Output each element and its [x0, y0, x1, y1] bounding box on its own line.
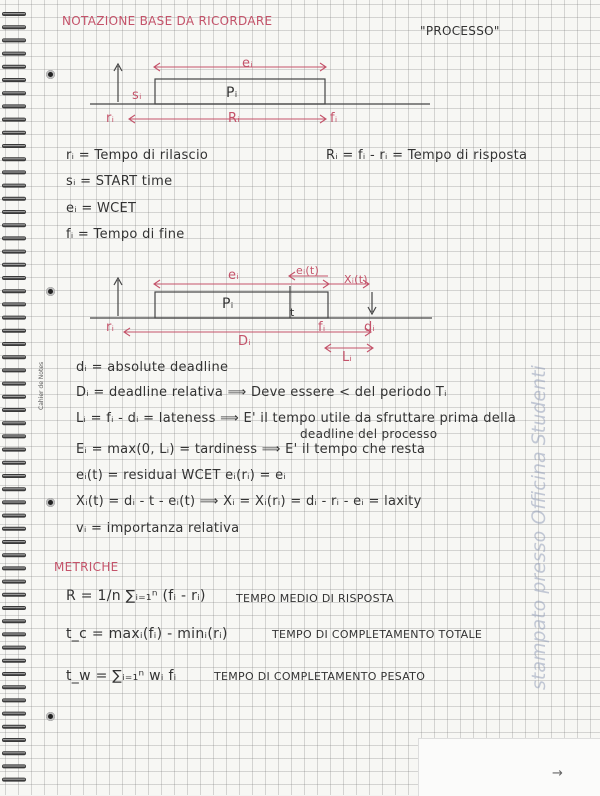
definition-line: rᵢ = Tempo di rilascio: [66, 148, 209, 163]
metric-name: TEMPO DI COMPLETAMENTO PESATO: [214, 670, 426, 683]
diagram1-label-s: sᵢ: [132, 88, 142, 103]
definition-line: eᵢ(t) = residual WCET eᵢ(rᵢ) = eᵢ: [76, 468, 287, 483]
diagram1-label-p: Pᵢ: [226, 85, 238, 101]
diagram1-label-R: Rᵢ: [228, 111, 240, 126]
metric-formula: R = 1/n ∑ᵢ₌₁ⁿ (fᵢ - rᵢ): [66, 588, 206, 604]
definition-line: sᵢ = START time: [66, 174, 173, 189]
diagram2-label-x: Xᵢ(t): [344, 273, 368, 286]
definition-line: vᵢ = importanza relativa: [76, 521, 240, 536]
diagram1-label-e: eᵢ: [242, 56, 253, 71]
diagram2-label-t: t: [290, 306, 295, 319]
metric-name: TEMPO DI COMPLETAMENTO TOTALE: [272, 628, 483, 641]
definition-line: dᵢ = absolute deadline: [76, 360, 229, 375]
definition-line: eᵢ = WCET: [66, 201, 137, 216]
definition-line-continued: deadline del processo: [300, 427, 438, 441]
definition-line: Eᵢ = max(0, Lᵢ) = tardiness ⟹ E' il tempo che resta: [76, 442, 426, 457]
definition-line: Rᵢ = fᵢ - rᵢ = Tempo di risposta: [326, 148, 528, 163]
notebook-brand: Cahier de Notes: [38, 361, 45, 410]
diagram2-label-r: rᵢ: [106, 320, 115, 335]
definition-line: Dᵢ = deadline relativa ⟹ Deve essere < del periodo Tᵢ: [76, 385, 447, 400]
diagram2-label-p: Pᵢ: [222, 296, 234, 312]
diagram2-label-f: fᵢ: [318, 320, 326, 335]
metric-formula: t_w = ∑ᵢ₌₁ⁿ wᵢ fᵢ: [66, 668, 177, 684]
diagram1-label-r: rᵢ: [106, 111, 115, 126]
metric-formula: t_c = maxᵢ(fᵢ) - minᵢ(rᵢ): [66, 626, 228, 642]
watermark: stampato presso Officina Studenti: [528, 365, 550, 690]
diagram2-label-d: dᵢ: [364, 320, 376, 335]
diagram2-label-L: Lᵢ: [342, 350, 353, 365]
notes-subject: "PROCESSO": [420, 24, 500, 38]
notes-heading: NOTAZIONE BASE DA RICORDARE: [62, 14, 273, 28]
metrics-heading: METRICHE: [54, 560, 119, 574]
diagram1-label-f: fᵢ: [330, 111, 338, 126]
diagram2-label-e: eᵢ: [228, 268, 239, 283]
definition-line: Xᵢ(t) = dᵢ - t - eᵢ(t) ⟹ Xᵢ = Xᵢ(rᵢ) = dᵢ - rᵢ - eᵢ = laxity: [76, 494, 422, 509]
next-page-arrow-icon: →: [552, 766, 564, 781]
diagram2-label-et: eᵢ(t): [296, 264, 320, 277]
diagram2-label-D: Dᵢ: [238, 334, 251, 349]
definition-line: fᵢ = Tempo di fine: [66, 227, 185, 242]
page-corner: [418, 738, 600, 796]
definition-line: Lᵢ = fᵢ - dᵢ = lateness ⟹ E' il tempo utile da sfruttare prima della: [76, 411, 517, 426]
metric-name: TEMPO MEDIO DI RISPOSTA: [236, 592, 394, 605]
